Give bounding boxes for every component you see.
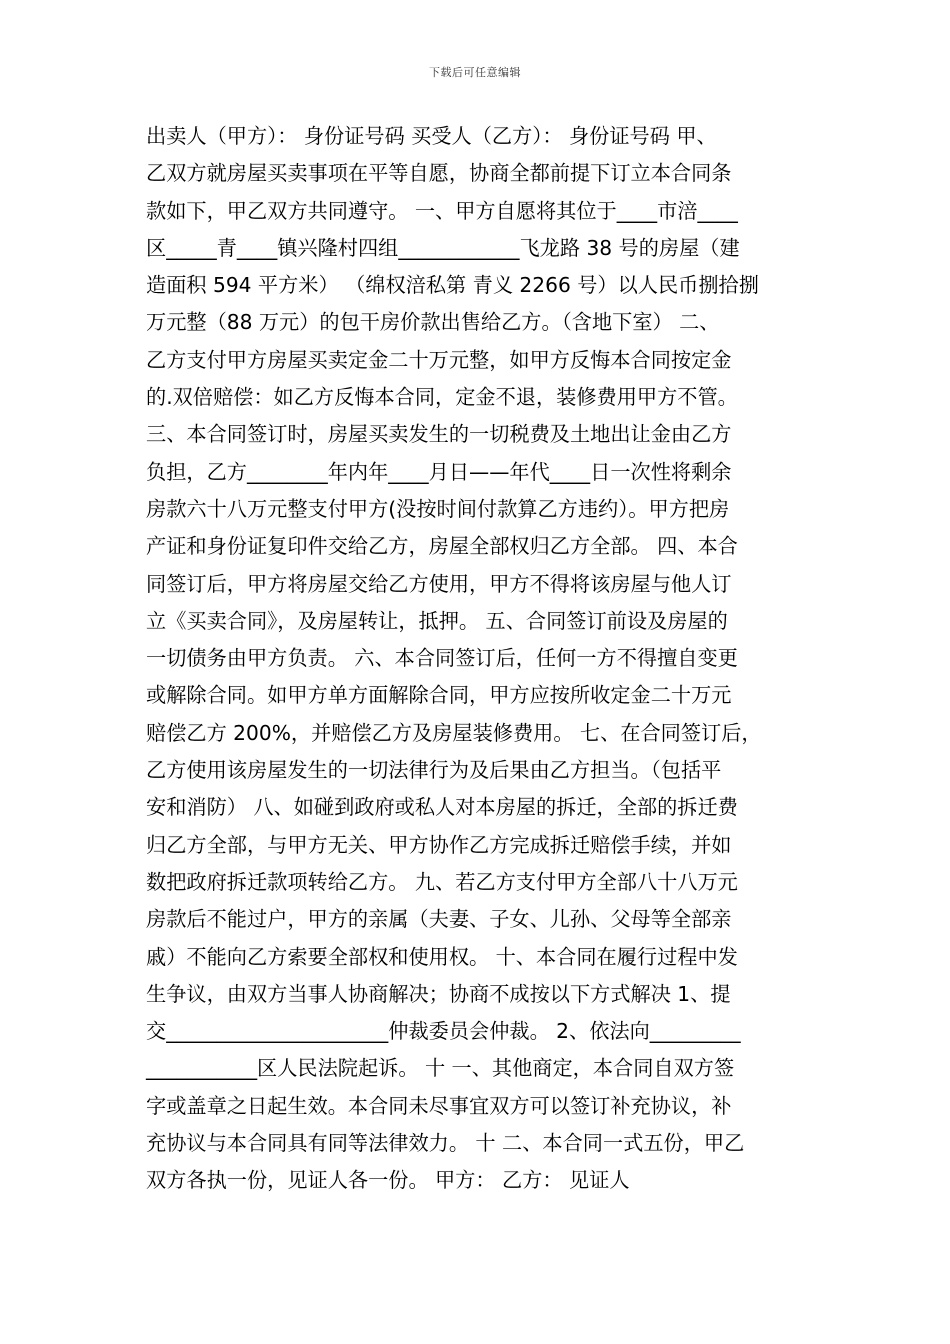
contract-line: 款如下，甲乙双方共同遵守。 一、甲方自愿将其位于____市涪____ [146,198,738,223]
contract-line: 房款后不能过户，甲方的亲属（夫妻、子女、儿孙、父母等全部亲 [146,907,732,932]
contract-line: 生争议，由双方当事人协商解决；协商不成按以下方式解决 1、提 [146,981,731,1006]
contract-line: 区_____青____镇兴隆村四组____________飞龙路 38 号的房屋（建 [146,235,740,260]
contract-line: 房款六十八万元整支付甲方(没按时间付款算乙方违约）。甲方把房 [146,496,730,521]
contract-line: 万元整（88 万元）的包干房价款出售给乙方。（含地下室） 二、 [146,310,720,335]
contract-line: 出卖人（甲方）： 身份证号码 买受人（乙方）： 身份证号码 甲、 [146,124,717,148]
contract-line: 立《买卖合同》，及房屋转让，抵押。 五、合同签订前设及房屋的 [146,608,728,633]
contract-line: 三、本合同签订时，房屋买卖发生的一切税费及土地出让金由乙方 [146,422,732,447]
contract-line: 乙方支付甲方房屋买卖定金二十万元整，如甲方反悔本合同按定金 [146,347,732,372]
contract-line: 造面积 594 平方米） （绵权涪私第 青义 2266 号）以人民币捌拾捌 [146,273,759,298]
contract-line: 产证和身份证复印件交给乙方，房屋全部权归乙方全部。 四、本合 [146,534,738,559]
contract-line: 同签订后，甲方将房屋交给乙方使用，甲方不得将该房屋与他人订 [146,571,732,596]
contract-line: 数把政府拆迁款项转给乙方。 九、若乙方支付甲方全部八十八万元 [146,869,738,894]
contract-line: 充协议与本合同具有同等法律效力。 十 二、本合同一式五份，甲乙 [146,1131,745,1156]
contract-line: 安和消防） 八、如碰到政府或私人对本房屋的拆迁，全部的拆迁费 [146,795,738,820]
contract-line: 交______________________仲裁委员会仲裁。 2、依法向_________ [146,1019,741,1044]
contract-line: 字或盖章之日起生效。本合同未尽事宜双方可以签订补充协议，补 [146,1093,732,1118]
contract-line: 乙双方就房屋买卖事项在平等自愿，协商全都前提下订立本合同条 [146,161,732,186]
contract-line: 戚）不能向乙方索要全部权和使用权。 十、本合同在履行过程中发 [146,944,738,969]
contract-line: 赔偿乙方 200%，并赔偿乙方及房屋装修费用。 七、在合同签订后， [146,720,762,745]
contract-line: 双方各执一份，见证人各一份。 甲方： 乙方： 见证人 [146,1168,630,1193]
contract-line: 乙方使用该房屋发生的一切法律行为及后果由乙方担当。（包括平 [146,758,722,783]
contract-body [146,118,816,1200]
page-header: 下载后可任意编辑 [429,66,521,79]
contract-line: 的.双倍赔偿：如乙方反悔本合同，定金不退，装修费用甲方不管。 [146,385,738,410]
contract-line: 归乙方全部，与甲方无关、甲方协作乙方完成拆迁赔偿手续，并如 [146,832,732,857]
contract-line: ___________区人民法院起诉。 十 一、其他商定，本合同自双方签 [146,1056,735,1081]
contract-line: 或解除合同。如甲方单方面解除合同，甲方应按所收定金二十万元 [146,683,732,708]
contract-line: 一切债务由甲方负责。 六、本合同签订后，任何一方不得擅自变更 [146,646,738,671]
contract-line: 负担，乙方________年内年____月日——年代____日一次性将剩余 [146,459,732,484]
